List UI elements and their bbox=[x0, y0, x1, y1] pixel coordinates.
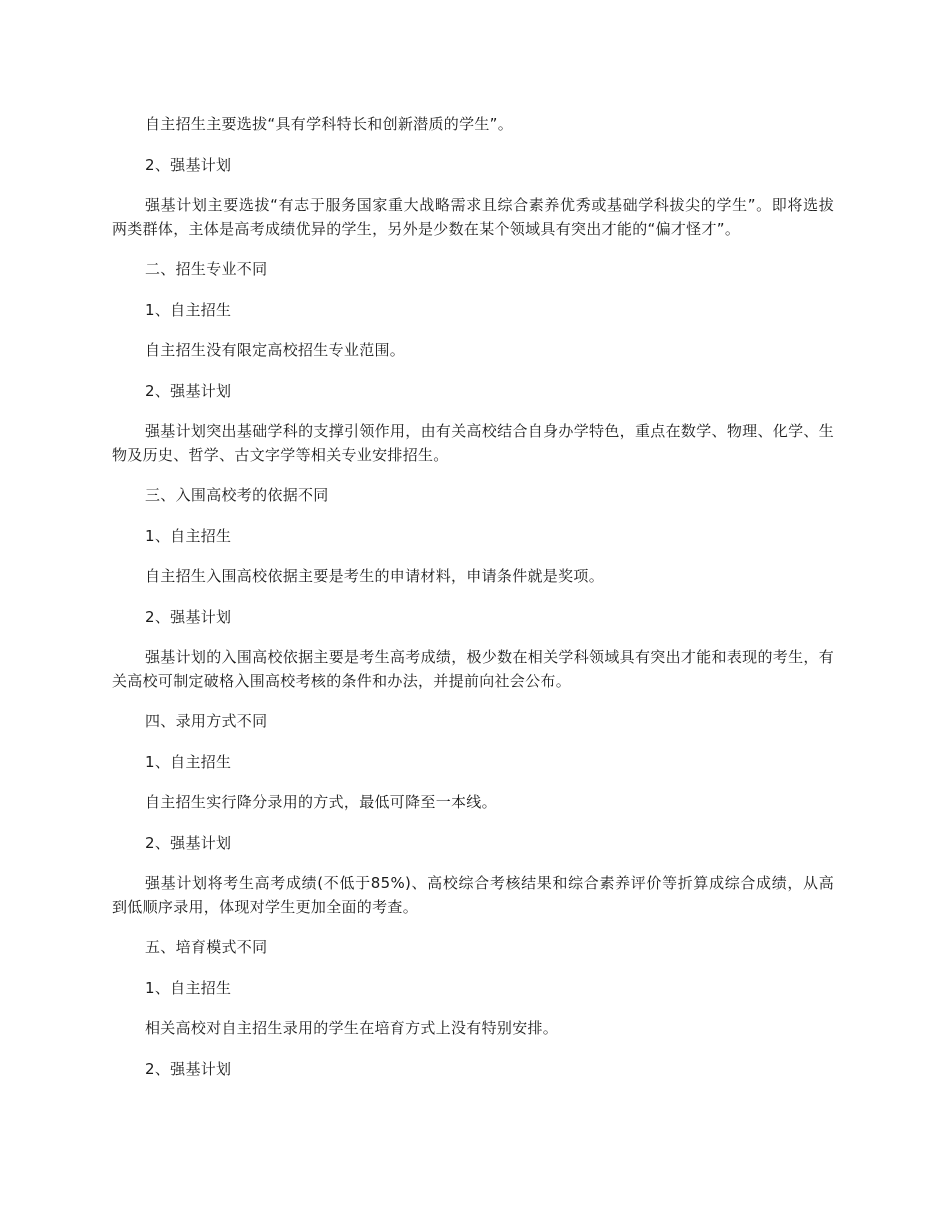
paragraph-qiangji-major: 强基计划突出基础学科的支撑引领作用，由有关高校结合自身办学特色，重点在数学、物理、化学、生物及历史、哲学、古文字学等相关专业安排招生。 bbox=[112, 422, 834, 464]
spacer bbox=[112, 548, 834, 565]
paragraph-zizhu-admission: 自主招生实行降分录用的方式，最低可降至一本线。 bbox=[145, 793, 497, 811]
spacer bbox=[112, 282, 834, 299]
spacer bbox=[112, 403, 834, 420]
section-heading-2: 二、招生专业不同 bbox=[145, 260, 268, 278]
spacer bbox=[112, 815, 834, 832]
spacer bbox=[112, 241, 834, 258]
paragraph-zizhu-major: 自主招生没有限定高校招生专业范围。 bbox=[145, 341, 406, 359]
subheading-qiangji-3: 2、强基计划 bbox=[145, 607, 232, 626]
subheading-qiangji-5: 2、强基计划 bbox=[145, 1059, 232, 1078]
spacer bbox=[112, 322, 834, 339]
spacer bbox=[112, 137, 834, 154]
spacer bbox=[112, 629, 834, 646]
spacer bbox=[112, 693, 834, 710]
subheading-qiangji-4: 2、强基计划 bbox=[145, 833, 232, 852]
paragraph-qiangji-basis: 强基计划的入围高校依据主要是考生高考成绩，极少数在相关学科领域具有突出才能和表现的考生，有关高校可制定破格入围高校考核的条件和办法，并提前向社会公布。 bbox=[112, 648, 834, 690]
spacer bbox=[112, 1041, 834, 1058]
paragraph-zizhu-training: 相关高校对自主招生录用的学生在培育方式上没有特别安排。 bbox=[145, 1019, 559, 1037]
spacer bbox=[112, 1000, 834, 1017]
subheading-zizhu-4: 1、自主招生 bbox=[145, 752, 232, 771]
subheading-zizhu-2: 1、自主招生 bbox=[145, 300, 232, 319]
subheading-qiangji-2: 2、强基计划 bbox=[145, 381, 232, 400]
subheading-zizhu-5: 1、自主招生 bbox=[145, 978, 232, 997]
paragraph-qiangji-selection: 强基计划主要选拔“有志于服务国家重大战略需求且综合素养优秀或基础学科拔尖的学生”。即将选拔两类群体，主体是高考成绩优异的学生，另外是少数在某个领域具有突出才能的“偏才怪才”。 bbox=[112, 196, 834, 238]
spacer bbox=[112, 363, 834, 380]
spacer bbox=[112, 467, 834, 484]
paragraph-zizhu-basis: 自主招生入围高校依据主要是考生的申请材料，申请条件就是奖项。 bbox=[145, 567, 605, 585]
paragraph-qiangji-admission: 强基计划将考生高考成绩(不低于85%)、高校综合考核结果和综合素养评价等折算成综合成绩，从高到低顺序录用，体现对学生更加全面的考查。 bbox=[112, 874, 834, 916]
spacer bbox=[112, 960, 834, 977]
subheading-zizhu-3: 1、自主招生 bbox=[145, 526, 232, 545]
spacer bbox=[112, 177, 834, 194]
spacer bbox=[112, 919, 834, 936]
spacer bbox=[112, 855, 834, 872]
spacer bbox=[112, 508, 834, 525]
spacer bbox=[112, 774, 834, 791]
spacer bbox=[112, 734, 834, 751]
subheading-qiangji-1: 2、强基计划 bbox=[145, 155, 232, 174]
section-heading-4: 四、录用方式不同 bbox=[145, 712, 268, 730]
paragraph-intro: 自主招生主要选拔“具有学科特长和创新潜质的学生”。 bbox=[145, 115, 514, 133]
document-body bbox=[112, 113, 834, 1081]
section-heading-3: 三、入围高校考的依据不同 bbox=[145, 486, 329, 504]
section-heading-5: 五、培育模式不同 bbox=[145, 938, 268, 956]
spacer bbox=[112, 589, 834, 606]
